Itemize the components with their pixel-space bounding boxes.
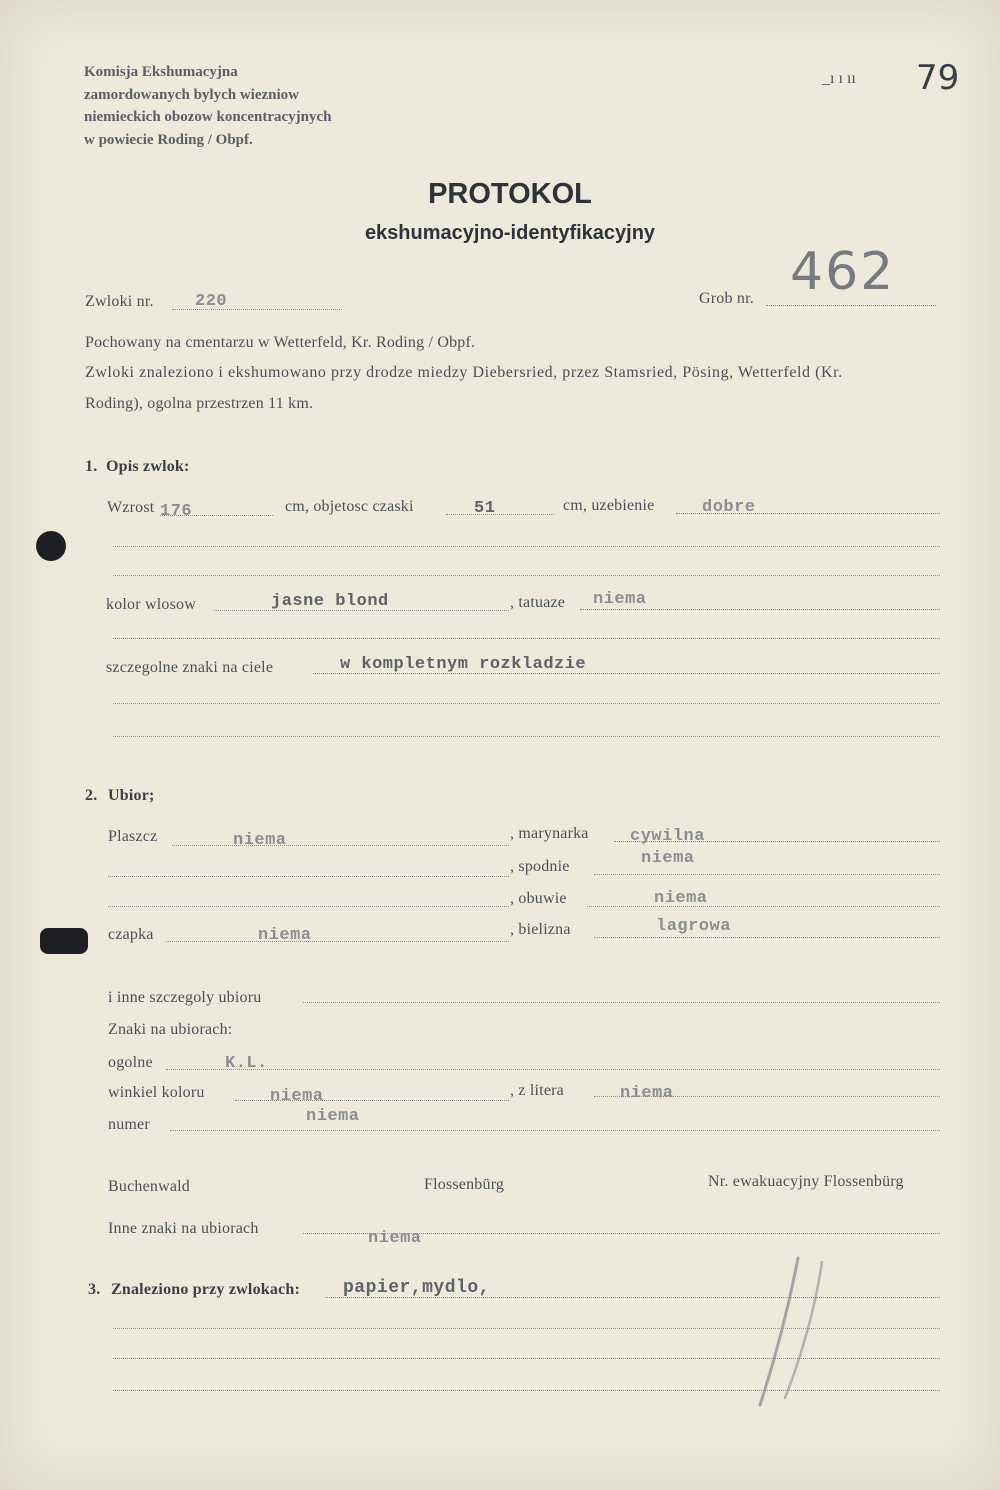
numer-line <box>170 1130 940 1131</box>
section3-number: 3. <box>88 1281 101 1298</box>
inne-szczegoly-line <box>303 1002 940 1003</box>
bielizna-line <box>594 937 940 938</box>
found-line-2: Roding), ogolna przestrzen 11 km. <box>85 395 314 412</box>
winkiel-label: winkiel koloru <box>108 1084 205 1101</box>
found-line-1: Zwloki znaleziono i ekshumowano przy drodze miedzy Diebersried, przez Stamsried, Pösing, Wetterfeld (Kr. <box>85 364 843 381</box>
marks-value: w kompletnym rozkladzie <box>340 655 587 674</box>
section3-blank-line-1 <box>113 1328 940 1329</box>
punch-hole-top <box>36 531 66 561</box>
nr-ewakuacyjny-label: Nr. ewakuacyjny Flossenbürg <box>708 1173 904 1190</box>
cemetery-line: Pochowany na cmentarzu w Wetterfeld, Kr. Roding / Obpf. <box>85 334 476 351</box>
spodnie-value: niema <box>641 849 695 868</box>
section1-number: 1. <box>85 458 98 475</box>
stamp-mark: _ı ı ıı <box>822 70 856 87</box>
marynarka-value: cywilna <box>630 827 705 846</box>
uzebienie-label: cm, uzebienie <box>563 497 655 514</box>
wzrost-value: 176 <box>160 502 193 521</box>
winkiel-value: niema <box>270 1087 324 1106</box>
inne-szczegoly-label: i inne szczegoly ubioru <box>108 989 262 1006</box>
section1-blank-line-1 <box>113 546 940 547</box>
document-title: PROTOKOL <box>428 178 592 210</box>
znaki-label: Znaki na ubiorach: <box>108 1021 233 1038</box>
section3-value: papier,mydlo, <box>343 1278 490 1298</box>
czapka-line <box>166 941 509 942</box>
z-litera-label: , z litera <box>510 1082 564 1099</box>
section1-blank-line-5 <box>113 736 940 737</box>
flossenburg-label: Flossenbürg <box>424 1176 505 1193</box>
hair-value: jasne blond <box>271 592 389 611</box>
document-subtitle: ekshumacyjno-identyfikacyjny <box>364 222 656 244</box>
uzebienie-value: dobre <box>702 498 756 517</box>
plaszcz-label: Plaszcz <box>108 828 158 845</box>
marynarka-label: , marynarka <box>510 825 589 842</box>
ogolne-value: K.L. <box>225 1054 268 1073</box>
section1-blank-line-4 <box>113 703 940 704</box>
grob-label: Grob nr. <box>699 290 754 307</box>
czapka-label: czapka <box>108 926 154 943</box>
obuwie-label: , obuwie <box>510 890 567 907</box>
czapka-value: niema <box>258 926 312 945</box>
section1-blank-line-2 <box>113 575 940 576</box>
buchenwald-label: Buchenwald <box>108 1178 190 1195</box>
obuwie-line <box>587 906 940 907</box>
ogolne-line <box>166 1069 940 1070</box>
plaszcz-value: niema <box>233 831 287 850</box>
section3-heading: Znaleziono przy zwlokach: <box>111 1281 300 1298</box>
header-line-3: niemieckich obozow koncentracyjnych <box>84 109 332 125</box>
zwloki-label: Zwloki nr. <box>85 293 154 310</box>
hair-label: kolor wlosow <box>106 596 196 613</box>
page-number: 79 <box>916 58 960 98</box>
ogolne-label: ogolne <box>108 1054 153 1071</box>
czaszka-line <box>446 514 554 515</box>
marks-label: szczegolne znaki na ciele <box>106 659 274 676</box>
spodnie-line <box>594 874 940 875</box>
section3-blank-line-2 <box>113 1358 940 1359</box>
section1-blank-line-3 <box>113 638 940 639</box>
section1-heading: Opis zwlok: <box>106 458 190 475</box>
bielizna-value: lagrowa <box>656 917 731 936</box>
czaszka-value: 51 <box>474 499 496 518</box>
grob-line <box>766 305 936 306</box>
tattoo-line <box>580 609 940 610</box>
grob-value-handwritten: 462 <box>790 242 896 302</box>
header-line-2: zamordowanych bylych wiezniow <box>84 86 299 103</box>
z-litera-value: niema <box>620 1084 674 1103</box>
numer-label: numer <box>108 1116 150 1133</box>
tattoo-value: niema <box>593 590 647 609</box>
header-line-1: Komisja Ekshumacyjna <box>84 64 238 80</box>
inne-znaki-value: niema <box>368 1229 422 1248</box>
obuwie-row-line-left <box>108 906 509 907</box>
punch-hole-bottom <box>40 928 88 954</box>
header-line-4: w powiecie Roding / Obpf. <box>84 131 253 148</box>
bielizna-label: , bielizna <box>510 921 571 938</box>
section3-blank-line-3 <box>113 1390 940 1391</box>
numer-value: niema <box>306 1107 360 1126</box>
section2-heading: Ubior; <box>108 787 155 804</box>
zwloki-value: 220 <box>195 292 228 311</box>
plaszcz-line <box>172 845 509 846</box>
section2-number: 2. <box>85 787 98 804</box>
tattoo-label: , tatuaze <box>510 594 566 611</box>
wzrost-label: Wzrost <box>107 499 155 516</box>
czaszka-label: cm, objetosc czaski <box>285 498 414 515</box>
inne-znaki-label: Inne znaki na ubiorach <box>108 1220 259 1237</box>
spodnie-label: , spodnie <box>510 858 570 875</box>
commission-header <box>84 61 331 151</box>
obuwie-value: niema <box>654 889 708 908</box>
spodnie-row-line-left <box>108 876 509 877</box>
